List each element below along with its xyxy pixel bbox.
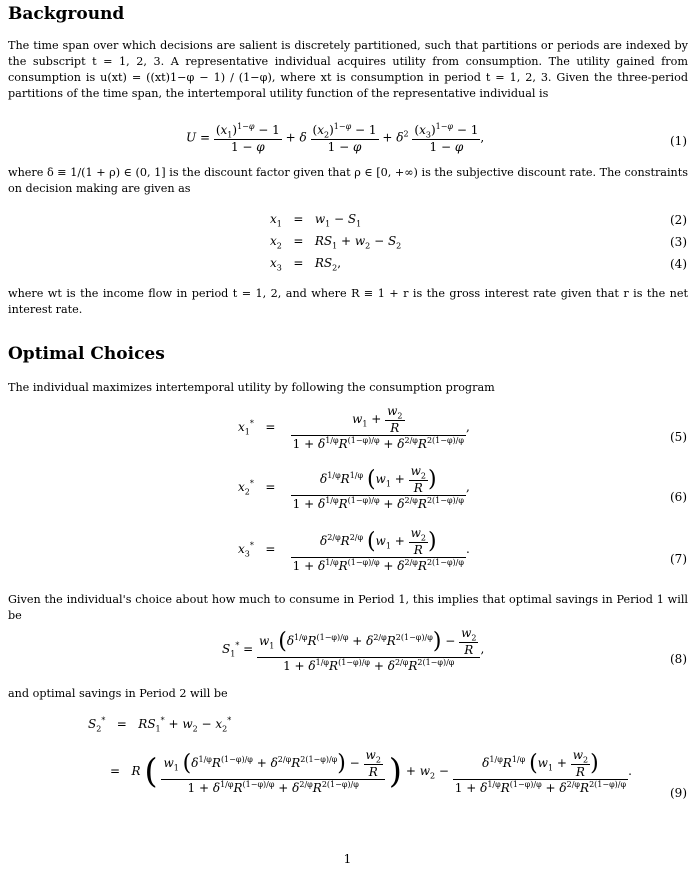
equation-2: $x_1 = w_1 - S_1$ <box>270 212 362 229</box>
equation-number-2: (2) <box>670 213 687 227</box>
equation-9-line-1: $S_2^* = RS_1^* + w_2 - x_2^*$ <box>88 716 232 734</box>
paragraph-6: and optimal savings in Period 2 will be <box>8 687 228 700</box>
equation-number-3: (3) <box>670 235 687 249</box>
equation-number-4: (4) <box>670 257 687 271</box>
equation-number-5: (5) <box>670 430 687 444</box>
equation-1: U = $\frac{(x_1)^{1-\varphi} - 1}{1 - \varphi}$ + δ $\frac{(x_2)^{1-\varphi} - 1}{1 - \varphi}$ + $\delta^2$ $\frac{(x_3)^{1-\varphi} - 1}{1 - \varphi}$ , <box>186 122 485 155</box>
equation-3: $x_2 = RS_1 + w_2 - S_2$ <box>270 234 402 251</box>
equation-number-7: (7) <box>670 552 687 566</box>
equation-number-1: (1) <box>670 134 687 148</box>
paragraph-2: where δ ≡ 1/(1 + ρ) ∈ (0, 1] is the discount factor given that ρ ∈ [0, +∞) is the subjective discount rate. The constraints on decision making are given as <box>8 166 688 195</box>
paragraph-4: The individual maximizes intertemporal utility by following the consumption program <box>8 381 495 394</box>
paragraph-5: Given the individual's choice about how much to consume in Period 1, this implies that optimal savings in Period 1 will be <box>8 593 688 622</box>
section-title-background: Background <box>8 4 125 24</box>
equation-4: $x_3 = RS_2$, <box>270 256 342 273</box>
equation-6: $x_2^*$ = $\delta^{1/\varphi}R^{1/\varphi}$ ($w_1$ + $\frac{w_2}{R}$ ) $1 + \delta^{1/\varphi}R^{(1-\varphi)/\varphi} + \delta^{2/\varphi}R^{2(1-\varphi)/\varphi}$ , <box>238 464 470 512</box>
equation-number-8: (8) <box>670 652 687 666</box>
equation-9-line-2: = R ( $w_1$ $(\delta^{1/\varphi}R^{(1-\varphi)/\varphi} + \delta^{2/\varphi}R^{2(1-\varphi)/\varphi})$ − $\frac{w_2}{R}$ $1 + \delta^{1/\varphi}R^{(1-\varphi)/\varphi} + \delta^{2/\varphi}R^{2(1-\varphi)/\varphi}$ ) + $w_2$ − $\delta^{1/\varphi}R^{1/\varphi}$ ($w_1$ + $\frac{w_2}{R}$ ) $1 + \delta^{1/\varphi}R^{(1-\varphi)/\varphi} + \delta^{2/\varphi}R^{2(1-\varphi)/\varphi}$ . <box>110 748 632 796</box>
page-number: 1 <box>343 852 352 866</box>
equation-number-6: (6) <box>670 490 687 504</box>
equation-8: $S_1^*$ = $w_1$ $(\delta^{1/\varphi}R^{(1-\varphi)/\varphi} + \delta^{2/\varphi}R^{2(1-\varphi)/\varphi})$ − $\frac{w_2}{R}$ $1 + \delta^{1/\varphi}R^{(1-\varphi)/\varphi} + \delta^{2/\varphi}R^{2(1-\varphi)/\varphi}$ , <box>222 626 485 674</box>
equation-5: $x_1^*$ = $w_1$ + $\frac{w_2}{R}$ $1 + \delta^{1/\varphi}R^{(1-\varphi)/\varphi} + \delta^{2/\varphi}R^{2(1-\varphi)/\varphi}$ , <box>238 404 470 452</box>
equation-7: $x_3^*$ = $\delta^{2/\varphi}R^{2/\varphi}$ ($w_1$ + $\frac{w_2}{R}$ ) $1 + \delta^{1/\varphi}R^{(1-\varphi)/\varphi} + \delta^{2/\varphi}R^{2(1-\varphi)/\varphi}$ . <box>238 526 470 574</box>
section-title-optimal-choices: Optimal Choices <box>8 344 165 364</box>
paragraph-1: The time span over which decisions are salient is discretely partitioned, such that partitions or periods are indexed by the subscript t = 1, 2, 3. A representative individual acquires utility from consumption. The utility gained from consumption is u(xt) = ((xt)1−φ − 1) / (1−φ), where xt is consumption in period t = 1, 2, 3. Given the three-period partitions of the time span, the intertemporal utility function of the representative individual is <box>8 39 688 100</box>
equation-number-9: (9) <box>670 786 687 800</box>
paragraph-3: where wt is the income flow in period t = 1, 2, and where R ≡ 1 + r is the gross interest rate given that r is the net interest rate. <box>8 287 688 316</box>
